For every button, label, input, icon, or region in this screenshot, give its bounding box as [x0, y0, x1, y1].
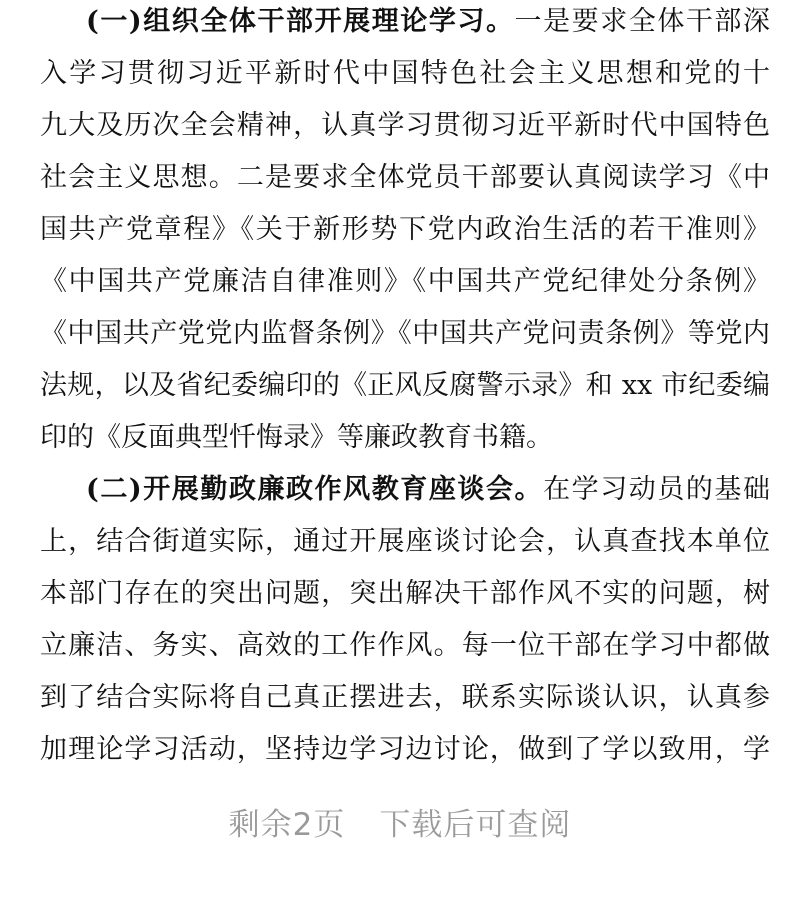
section-2-text: 在学习动员的基础 [543, 474, 770, 505]
paragraph-1-line-6: 《中国共产党廉洁自律准则》《中国共产党纪律处分条例》 [40, 266, 770, 297]
remaining-pages-prompt[interactable] [0, 800, 800, 850]
paragraph-1-line-4: 社会主义思想。二是要求全体党员干部要认真阅读学习《中 [40, 162, 770, 193]
paragraph-1-line-2: 入学习贯彻习近平新时代中国特色社会主义思想和党的十 [40, 58, 770, 89]
paragraph-2-line-2: 上，结合街道实际，通过开展座谈讨论会，认真查找本单位 [40, 526, 770, 557]
download-to-view-text: 下载后可查阅 [379, 807, 572, 843]
section-1-heading: (一)组织全体干部开展理论学习。 [86, 6, 515, 37]
paragraph-1-line-5: 国共产党章程》《关于新形势下党内政治生活的若干准则》 [40, 214, 770, 245]
paragraph-2-line-3: 本部门存在的突出问题，突出解决干部作风不实的问题，树 [40, 578, 770, 609]
paragraph-1-line-3: 九大及历次全会精神，认真学习贯彻习近平新时代中国特色 [40, 110, 770, 141]
paragraph-1-line-9: 印的《反面典型忏悔录》等廉政教育书籍。 [40, 422, 553, 453]
paragraph-2-line-1 [86, 470, 770, 510]
section-2-heading: (二)开展勤政廉政作风教育座谈会。 [86, 474, 544, 505]
paragraph-1-line-8: 法规，以及省纪委编印的《正风反腐警示录》和 xx 市纪委编 [40, 370, 770, 401]
paragraph-1-line-7: 《中国共产党党内监督条例》《中国共产党问责条例》等党内 [40, 318, 770, 349]
paragraph-2-line-5: 到了结合实际将自己真正摆进去，联系实际谈认识，认真参 [40, 682, 770, 713]
remaining-pages-text: 剩余2页 [228, 807, 346, 843]
paragraph-2-line-6: 加理论学习活动，坚持边学习边讨论，做到了学以致用，学 [40, 734, 770, 765]
paragraph-2-line-4: 立廉洁、务实、高效的工作作风。每一位干部在学习中都做 [40, 630, 770, 661]
paragraph-1-line-1 [86, 2, 770, 42]
section-1-text: 一是要求全体干部深 [514, 6, 770, 37]
